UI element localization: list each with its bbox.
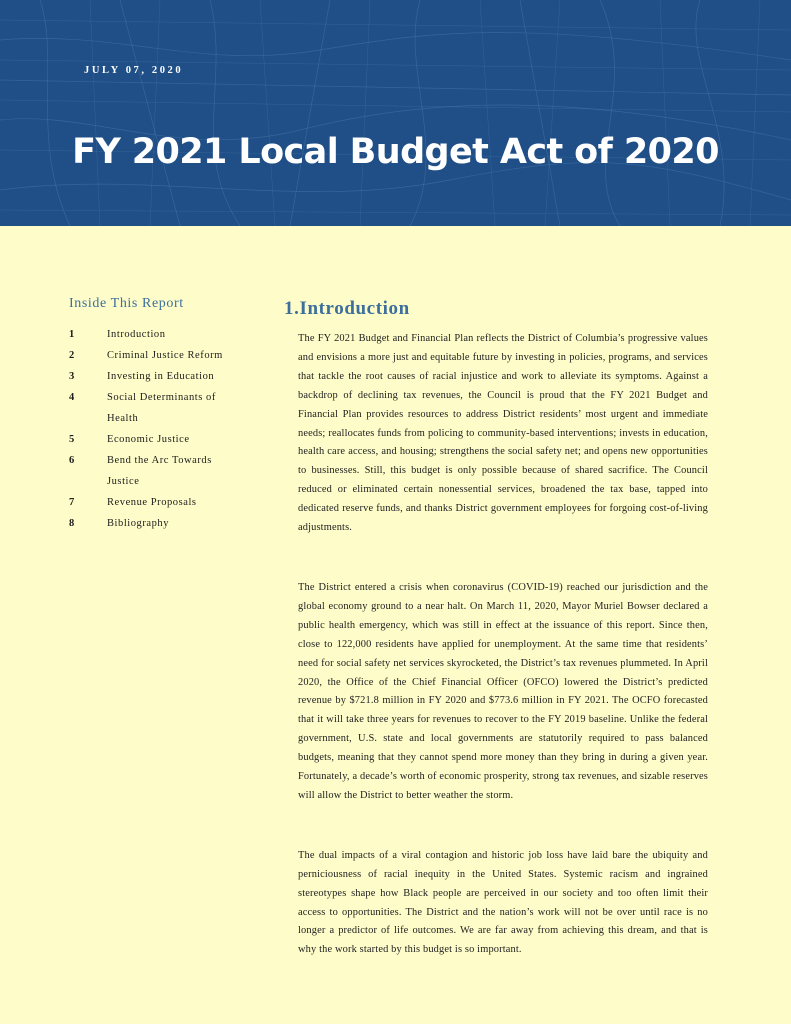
toc-item-label: Bibliography <box>107 518 170 529</box>
toc-item <box>69 429 249 450</box>
street-map-background <box>0 0 791 226</box>
section-title: 1.Introduction <box>284 298 410 319</box>
toc-item-number: 7 <box>69 497 75 508</box>
toc-item-label: Investing in Education <box>107 371 215 382</box>
toc-item-label: Economic Justice <box>107 434 190 445</box>
toc-item-label: Criminal Justice Reform <box>107 350 223 361</box>
toc-heading: Inside This Report <box>69 296 184 311</box>
report-date: JULY 07, 2020 <box>84 65 184 76</box>
toc-item-number: 8 <box>69 518 75 529</box>
toc-item <box>69 450 249 492</box>
toc-item-number: 3 <box>69 371 75 382</box>
toc-item <box>69 324 249 345</box>
paragraph: The District entered a crisis when coronavirus (COVID-19) reached our jurisdiction and the global economy ground to a near halt. On March 11, 2020, Mayor Muriel Bowser declared a public health emergency, which was still in effect at the issuance of this report. Since then, close to 122,000 residents have applied for unemployment. At the same time that residents’ need for social safety net services skyrocketed, the District’s tax revenues plummeted. In April 2020, the Office of the Chief Financial Officer (OFCO) lowered the District’s predicted revenue by $721.8 million in FY 2020 and $773.6 million in FY 2021. The OCFO forecasted that it will take three years for revenues to recover to the FY 2019 baseline. Unlike the federal government, U.S. state and local governments are statutorily required to pass balanced budgets, meaning that they cannot spend more money than they bring in during a given year. Fortunately, a decade’s worth of economic prosperity, strong tax revenues, and sizable reserves will allow the District to better weather the storm. <box>298 581 708 801</box>
toc-item-label: Revenue Proposals <box>107 497 197 508</box>
toc-item-label: Social Determinants of Health <box>107 392 216 424</box>
toc-item-number: 5 <box>69 434 75 445</box>
toc-item-number: 2 <box>69 350 75 361</box>
toc-item <box>69 387 249 429</box>
toc-item-number: 4 <box>69 392 75 403</box>
body-text <box>298 330 708 1001</box>
paragraph: The FY 2021 Budget and Financial Plan reflects the District of Columbia’s progressive values and envisions a more just and equitable future by investing in policies, programs, and services that tackle the root causes of racial injustice and work to alleviate its symptoms. Against a backdrop of declining tax revenues, the Council is proud that the FY 2021 Budget and Financial Plan provides resources to address District residents’ most urgent and immediate needs; reallocates funds from policing to community-based interventions; invests in education, health care access, and housing; strengthens the social safety net; and opens new opportunities to businesses. Still, this budget is only possible because of shared sacrifice. The Council reduced or eliminated certain nonessential services, broadened the tax base, tapped into dedicated reserve funds, and thanks District government employees for forgoing cost-of-living adjustments. <box>298 333 708 534</box>
toc-item-label: Bend the Arc Towards Justice <box>107 455 212 487</box>
header-banner <box>0 0 791 226</box>
toc-item <box>69 366 249 387</box>
toc-item <box>69 492 249 513</box>
toc-item <box>69 345 249 366</box>
toc-item-label: Introduction <box>107 329 166 340</box>
report-title: FY 2021 Local Budget Act of 2020 <box>72 132 719 172</box>
table-of-contents <box>69 296 249 534</box>
toc-item <box>69 513 249 534</box>
paragraph: The dual impacts of a viral contagion and historic job loss have laid bare the ubiquity and perniciousness of racial inequity in the United States. Systemic racism and ingrained stereotypes shape how Black people are perceived in our society and too often limit their access to opportunities. The District and the nation’s work will not be over until race is no longer a predictor of life outcomes. We are far away from achieving this dream, and that is why the work started by this budget is so important. <box>298 849 708 956</box>
toc-item-number: 6 <box>69 455 75 466</box>
toc-item-number: 1 <box>69 329 75 340</box>
